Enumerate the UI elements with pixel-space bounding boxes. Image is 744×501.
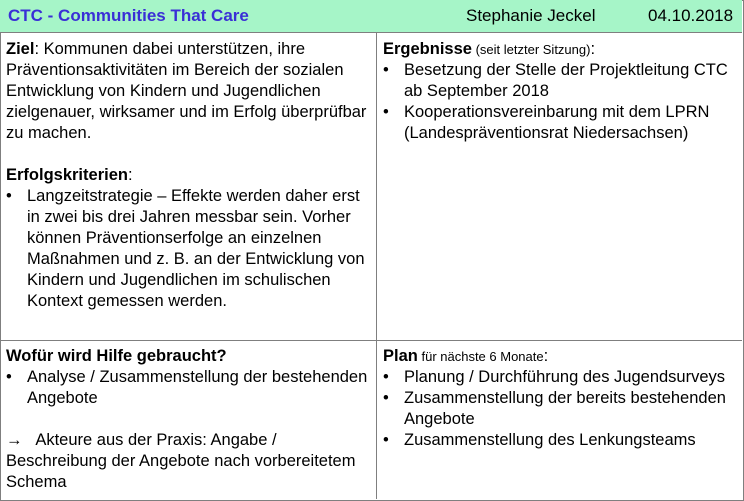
list-item-text: Kooperationsvereinbarung mit dem LPRN (Landespräventionsrat Niedersachsen) (404, 103, 710, 142)
list-item (383, 430, 739, 451)
ergebnisse-list (383, 60, 739, 144)
bullet-icon: • (383, 103, 389, 121)
plan-cell (383, 346, 739, 451)
ziel-paragraph (6, 39, 370, 144)
erfolg-list (6, 186, 370, 312)
arrow-right-icon: → (6, 431, 23, 449)
erfolg-suffix: : (127, 166, 133, 184)
ergebnisse-cell (383, 39, 739, 144)
bullet-icon: • (383, 61, 389, 79)
plan-list (383, 367, 739, 451)
ergebnisse-suffix: : (590, 40, 596, 58)
erfolg-label: Erfolgskriterien (6, 166, 128, 184)
list-item-text: Zusammenstellung der bereits bestehenden Angebote (404, 389, 726, 428)
list-item-text: Langzeitstrategie – Effekte werden daher erst in zwei bis drei Jahren messbar sein. Vorher können Präventionserfolge an einzelnen Maßnahmen und z. B. an der Entwicklung von Kindern und Jugendlichen im schulischen Kontext gemessen werden. (27, 187, 365, 310)
bullet-icon: • (383, 389, 389, 407)
date: 04.10.2018 (648, 6, 734, 25)
bullet-icon: • (383, 431, 389, 449)
column-divider (376, 33, 377, 499)
erfolg-heading (6, 165, 370, 186)
bullet-icon: • (383, 368, 389, 386)
arrow-note (6, 430, 370, 493)
ergebnisse-note: (seit letzter Sitzung) (471, 42, 591, 57)
bullet-icon: • (6, 368, 12, 386)
bullet-icon: • (6, 187, 12, 205)
plan-label: Plan (383, 347, 418, 365)
list-item (6, 186, 370, 312)
ziel-label: Ziel (6, 40, 35, 58)
list-item-text: Analyse / Zusammenstellung der bestehenden Angebote (27, 368, 368, 407)
list-item-text: Besetzung der Stelle der Projektleitung CTC ab September 2018 (404, 61, 728, 100)
arrow-note-text: Akteure aus der Praxis: Angabe / Beschreibung der Angebote nach vorbereitetem Schema (6, 431, 361, 491)
plan-suffix: : (543, 347, 549, 365)
list-item (6, 367, 370, 409)
list-item (383, 60, 739, 102)
plan-heading (383, 346, 739, 367)
ergebnisse-label: Ergebnisse (383, 40, 472, 58)
ziel-cell (6, 39, 370, 312)
header-bar (0, 0, 742, 33)
hilfe-heading: Wofür wird Hilfe gebraucht? (6, 347, 227, 365)
list-item (383, 388, 739, 430)
list-item-text: Planung / Durchführung des Jugendsurveys (404, 368, 726, 386)
ergebnisse-heading (383, 39, 739, 60)
row-divider (0, 340, 742, 341)
hilfe-list (6, 367, 370, 409)
plan-note: für nächste 6 Monate (417, 349, 544, 364)
ziel-text: : Kommunen dabei unterstützen, ihre Präventionsaktivitäten im Bereich der sozialen Entwicklung von Kindern und Jugendlichen zielgenauer, wirksamer und im Erfolg überprüfbar zu machen. (6, 40, 367, 142)
author-name: Stephanie Jeckel (466, 6, 596, 25)
list-item (383, 367, 739, 388)
list-item-text: Zusammenstellung des Lenkungsteams (404, 431, 696, 449)
hilfe-cell (6, 346, 370, 493)
list-item (383, 102, 739, 144)
page-title: CTC - Communities That Care (8, 6, 249, 25)
